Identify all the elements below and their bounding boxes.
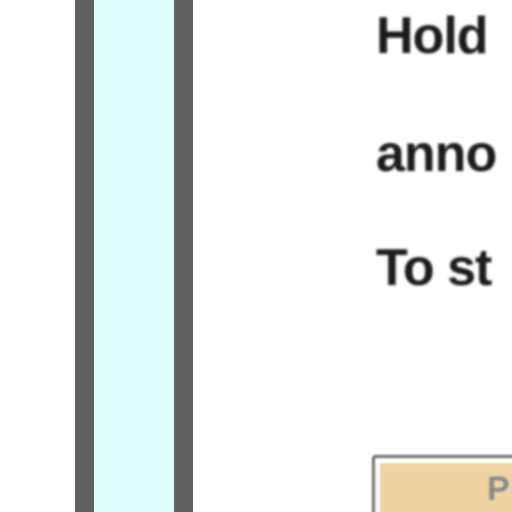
action-button-label: P [487,470,510,508]
action-button[interactable] [372,455,512,512]
instruction-line-3: To st [376,239,492,297]
vertical-scroll-track[interactable] [75,0,193,512]
instruction-line-2: anno [376,125,497,183]
instruction-line-1: Hold [376,7,488,65]
